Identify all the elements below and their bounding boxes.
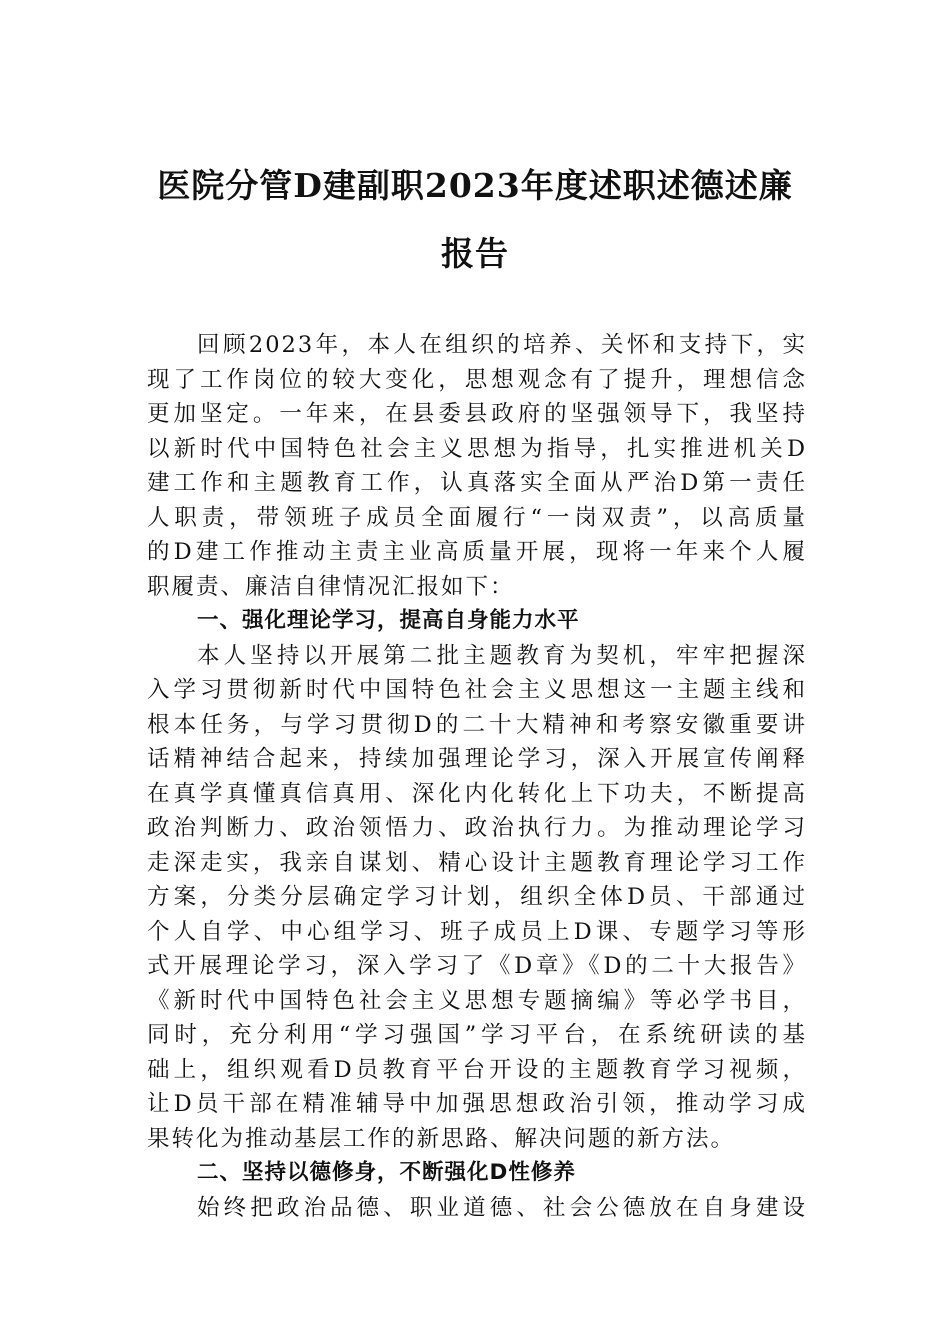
document-title-line-2: 报告: [441, 234, 509, 273]
paragraph-line: 根本任务，与学习贯彻D的二十大精神和考察安徽重要讲: [147, 711, 807, 738]
paragraph-line: 本人坚持以开展第二批主题教育为契机，牢牢把握深: [197, 642, 807, 669]
paragraph-line: 回顾2023年，本人在组织的培养、关怀和支持下，实: [197, 332, 807, 358]
paragraph-line: 话精神结合起来，持续加强理论学习，深入开展宣传阐释: [147, 746, 807, 772]
paragraph-line: 果转化为推动基层工作的新思路、解决问题的新方法。: [147, 1125, 736, 1152]
paragraph-line: 更加坚定。一年来，在县委县政府的坚强领导下，我坚持: [147, 401, 807, 427]
section-heading-2: 二、坚持以德修身，不断强化D性修养: [197, 1160, 576, 1185]
paragraph-line: 现了工作岗位的较大变化，思想观念有了提升，理想信念: [147, 366, 807, 393]
paragraph-line: 建工作和主题教育工作，认真落实全面从严治D第一责任: [147, 470, 807, 496]
paragraph-line: 在真学真懂真信真用、深化内化转化上下功夫，不断提高: [147, 780, 807, 807]
paragraph-line: 础上，组织观看D员教育平台开设的主题教育学习视频，: [147, 1056, 807, 1083]
document-title-line-1: 医院分管D建副职2023年度述职述德述廉: [157, 166, 793, 205]
paragraph-line: 职履责、廉洁自律情况汇报如下：: [147, 573, 515, 600]
paragraph-line: 式开展理论学习，深入学习了《D章》《D的二十大报告》: [147, 953, 807, 979]
paragraph-line: 政治判断力、政治领悟力、政治执行力。为推动理论学习: [147, 815, 807, 841]
paragraph-line: 同时，充分利用“学习强国”学习平台，在系统研读的基: [147, 1022, 807, 1048]
paragraph-line: 以新时代中国特色社会主义思想为指导，扎实推进机关D: [147, 435, 807, 462]
paragraph-line: 走深走实，我亲自谋划、精心设计主题教育理论学习工作: [147, 849, 807, 876]
section-heading-1: 一、强化理论学习，提高自身能力水平: [197, 608, 580, 633]
paragraph-line: 入学习贯彻新时代中国特色社会主义思想这一主题主线和: [147, 677, 807, 703]
paragraph-line: 个人自学、中心组学习、班子成员上D课、专题学习等形: [147, 918, 807, 945]
paragraph-line: 让D员干部在精准辅导中加强思想政治引领，推动学习成: [147, 1091, 807, 1117]
document-body: [147, 328, 807, 1225]
paragraph-line: 人职责，带领班子成员全面履行“一岗双责”，以高质量: [147, 504, 807, 531]
paragraph-line: 《新时代中国特色社会主义思想专题摘编》等必学书目，: [147, 987, 807, 1014]
paragraph-line: 始终把政治品德、职业道德、社会公德放在自身建设: [197, 1194, 807, 1221]
paragraph-line: 的D建工作推动主责主业高质量开展，现将一年来个人履: [147, 539, 807, 565]
paragraph-line: 方案，分类分层确定学习计划，组织全体D员、干部通过: [147, 884, 807, 910]
